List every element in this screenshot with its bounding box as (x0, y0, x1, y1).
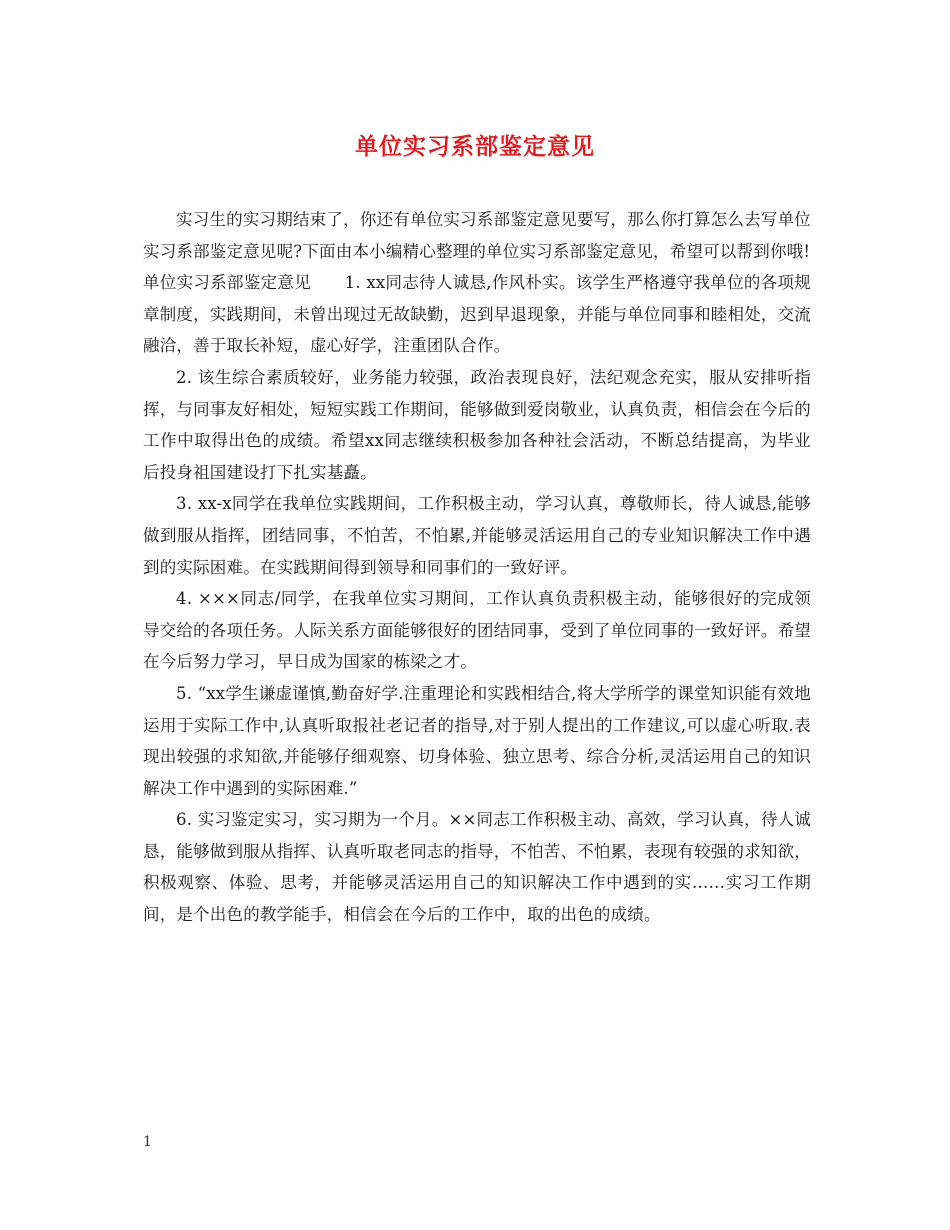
appraisal-item-5: 5. “xx学生谦虚谨慎,勤奋好学.注重理论和实践相结合,将大学所学的课堂知识能有效地运用于实际工作中,认真听取报社老记者的指导,对于别人提出的工作建议,可以虚心听取.表现出较强的求知欲,并能够仔细观察、切身体验、独立思考、综合分析,灵活运用自己的知识解决工作中遇到的实际困难.” (143, 683, 811, 798)
page-number: 1 (143, 1134, 152, 1150)
appraisal-item-3: 3. xx-x同学在我单位实践期间，工作积极主动，学习认真，尊敬师长，待人诚恳,能够做到服从指挥，团结同事，不怕苦，不怕累,并能够灵活运用自己的专业知识解决工作中遇到的实际困难。在实践期间得到领导和同事们的一致好评。 (143, 494, 811, 577)
appraisal-item-2: 2. 该生综合素质较好，业务能力较强，政治表现良好，法纪观念充实，服从安排听指挥，与同事友好相处，短短实践工作期间，能够做到爱岗敬业，认真负责，相信会在今后的工作中取得出色的成绩。希望xx同志继续积极参加各种社会活动，不断总结提高，为毕业后投身祖国建设打下扎实基矗。 (143, 367, 811, 482)
document-title: 单位实习系部鉴定意见 (355, 133, 595, 160)
appraisal-item-4: 4. ×××同志/同学，在我单位实习期间，工作认真负责积极主动，能够很好的完成领导交给的各项任务。人际关系方面能够很好的团结同事，受到了单位同事的一致好评。希望在今后努力学习，早日成为国家的栋梁之才。 (143, 589, 811, 672)
appraisal-item-1: 单位实习系部鉴定意见 1. xx同志待人诚恳,作风朴实。该学生严格遵守我单位的各项规章制度，实践期间，未曾出现过无故缺勤，迟到早退现象，并能与单位同事和睦相处，交流融洽，善于取长补短，虚心好学，注重团队合作。 (143, 273, 811, 356)
appraisal-item-6: 6. 实习鉴定实习，实习期为一个月。××同志工作积极主动、高效，学习认真，待人诚恳，能够做到服从指挥、认真听取老同志的指导，不怕苦、不怕累，表现有较强的求知欲，积极观察、体验、思考，并能够灵活运用自己的知识解决工作中遇到的实……实习工作期间，是个出色的教学能手，相信会在今后的工作中，取的出色的成绩。 (143, 810, 811, 925)
document-body (143, 204, 811, 931)
intro-paragraph: 实习生的实习期结束了，你还有单位实习系部鉴定意见要写，那么你打算怎么去写单位实习系部鉴定意见呢?下面由本小编精心整理的单位实习系部鉴定意见，希望可以帮到你哦! (143, 210, 811, 261)
